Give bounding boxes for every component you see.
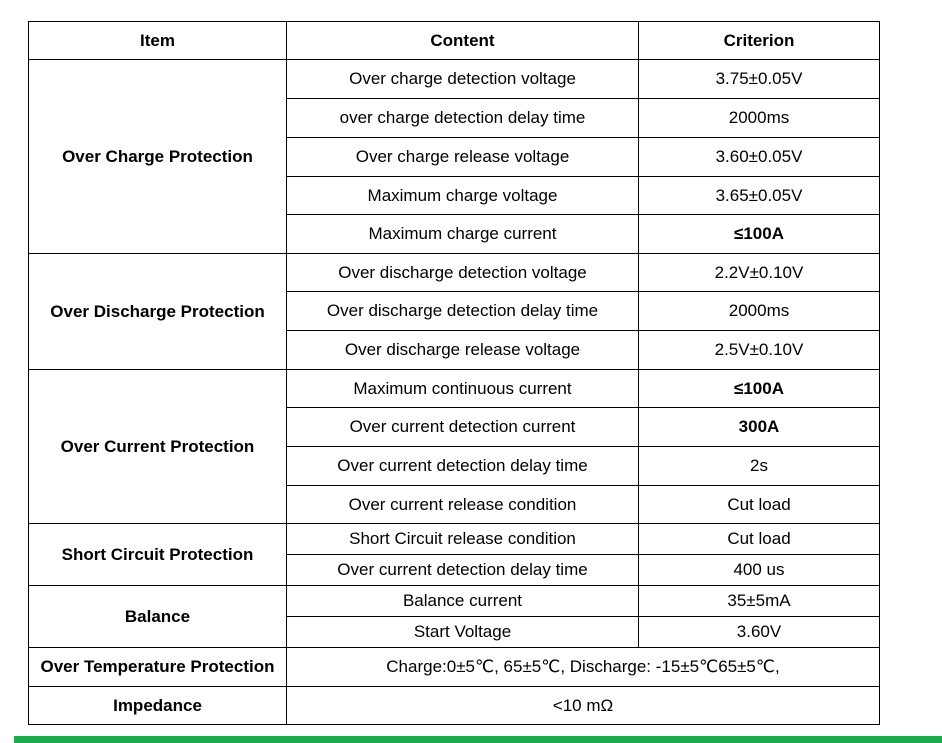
content-cell: over charge detection delay time bbox=[287, 99, 639, 138]
item-short-circuit: Short Circuit Protection bbox=[29, 524, 287, 586]
content-cell: Short Circuit release condition bbox=[287, 524, 639, 555]
criterion-cell: 2s bbox=[639, 447, 880, 486]
criterion-cell: ≤100A bbox=[639, 215, 880, 254]
criterion-cell: 3.60±0.05V bbox=[639, 138, 880, 177]
item-balance: Balance bbox=[29, 586, 287, 648]
criterion-cell: 2.5V±0.10V bbox=[639, 331, 880, 370]
criterion-cell: 3.65±0.05V bbox=[639, 177, 880, 215]
table-row bbox=[29, 648, 880, 687]
specification-table bbox=[28, 21, 880, 725]
item-over-charge: Over Charge Protection bbox=[29, 60, 287, 254]
criterion-cell: 35±5mA bbox=[639, 586, 880, 617]
content-cell: Balance current bbox=[287, 586, 639, 617]
table-row bbox=[29, 586, 880, 617]
criterion-cell: 2.2V±0.10V bbox=[639, 254, 880, 292]
table-row bbox=[29, 254, 880, 292]
criterion-cell: ≤100A bbox=[639, 370, 880, 408]
item-over-temperature: Over Temperature Protection bbox=[29, 648, 287, 687]
bottom-green-bar bbox=[14, 736, 942, 743]
content-cell: Over current detection current bbox=[287, 408, 639, 447]
merged-cell-impedance: <10 mΩ bbox=[287, 687, 880, 725]
criterion-cell: 3.75±0.05V bbox=[639, 60, 880, 99]
header-item: Item bbox=[29, 22, 287, 60]
merged-cell-temperature: Charge:0±5℃, 65±5℃, Discharge: -15±5℃65±5℃, bbox=[287, 648, 880, 687]
content-cell: Over charge detection voltage bbox=[287, 60, 639, 99]
criterion-cell: 300A bbox=[639, 408, 880, 447]
criterion-cell: 2000ms bbox=[639, 292, 880, 331]
content-cell: Maximum charge voltage bbox=[287, 177, 639, 215]
content-cell: Over charge release voltage bbox=[287, 138, 639, 177]
criterion-cell: 400 us bbox=[639, 555, 880, 586]
item-over-current: Over Current Protection bbox=[29, 370, 287, 524]
criterion-cell: 2000ms bbox=[639, 99, 880, 138]
content-cell: Maximum continuous current bbox=[287, 370, 639, 408]
content-cell: Over discharge release voltage bbox=[287, 331, 639, 370]
content-cell: Over discharge detection delay time bbox=[287, 292, 639, 331]
criterion-cell: Cut load bbox=[639, 524, 880, 555]
content-cell: Over current release condition bbox=[287, 486, 639, 524]
content-cell: Start Voltage bbox=[287, 617, 639, 648]
header-content: Content bbox=[287, 22, 639, 60]
content-cell: Maximum charge current bbox=[287, 215, 639, 254]
header-row bbox=[29, 22, 880, 60]
criterion-cell: 3.60V bbox=[639, 617, 880, 648]
item-impedance: Impedance bbox=[29, 687, 287, 725]
header-criterion: Criterion bbox=[639, 22, 880, 60]
content-cell: Over discharge detection voltage bbox=[287, 254, 639, 292]
item-over-discharge: Over Discharge Protection bbox=[29, 254, 287, 370]
table-row bbox=[29, 370, 880, 408]
criterion-cell: Cut load bbox=[639, 486, 880, 524]
table-row bbox=[29, 60, 880, 99]
content-cell: Over current detection delay time bbox=[287, 555, 639, 586]
table-row bbox=[29, 524, 880, 555]
table-row bbox=[29, 687, 880, 725]
content-cell: Over current detection delay time bbox=[287, 447, 639, 486]
